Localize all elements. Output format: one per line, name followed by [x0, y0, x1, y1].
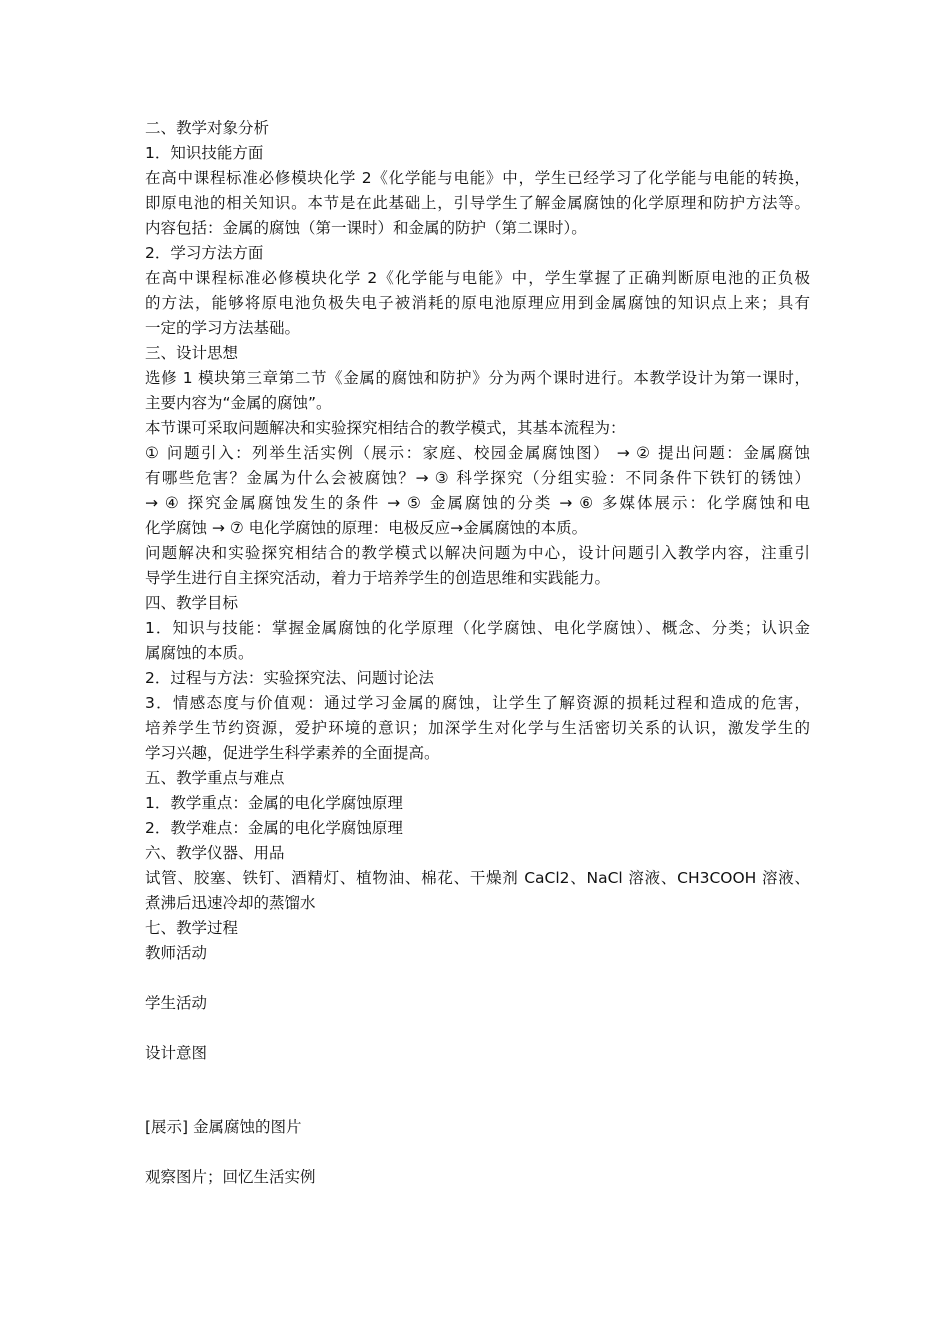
paragraph-line: 在高中课程标准必修模块化学 2《化学能与电能》中，学生掌握了正确判断原电池的正负极 — [145, 269, 810, 287]
heading-student-analysis: 二、教学对象分析 — [145, 119, 270, 137]
student-activity-cell: 观察图片；回忆生活实例 — [145, 1168, 316, 1186]
paragraph-line: 主要内容为“金属的腐蚀”。 — [145, 394, 332, 412]
paragraph-line: 导学生进行自主探究活动，着力于培养学生的创造思维和实践能力。 — [145, 569, 611, 587]
goal-line: 3．情感态度与价值观：通过学习金属的腐蚀，让学生了解资源的损耗过程和造成的危害， — [145, 694, 810, 712]
instruments-line: 试管、胶塞、铁钉、酒精灯、植物油、棉花、干燥剂 CaCl2、NaCl 溶液、CH3COOH 溶液、 — [145, 869, 810, 887]
paragraph-line: 的方法，能够将原电池负极失电子被消耗的原电池原理应用到金属腐蚀的知识点上来；具有 — [145, 294, 810, 312]
goal-line: 学习兴趣，促进学生科学素养的全面提高。 — [145, 744, 440, 762]
difficult-point-line: 2．教学难点：金属的电化学腐蚀原理 — [145, 819, 403, 837]
paragraph-line: 选修 1 模块第三章第二节《金属的腐蚀和防护》分为两个课时进行。本教学设计为第一课时， — [145, 369, 810, 387]
goal-line: 2．过程与方法：实验探究法、问题讨论法 — [145, 669, 434, 687]
teacher-activity-cell: [展示] 金属腐蚀的图片 — [145, 1118, 302, 1136]
process-flow-line: 有哪些危害？金属为什么会被腐蚀？→ ③ 科学探究（分组实验：不同条件下铁钉的锈蚀） — [145, 469, 810, 487]
process-flow-line: 化学腐蚀 → ⑦ 电化学腐蚀的原理：电极反应→金属腐蚀的本质。 — [145, 519, 588, 537]
goal-line: 1．知识与技能：掌握金属腐蚀的化学原理（化学腐蚀、电化学腐蚀）、概念、分类；认识金 — [145, 619, 810, 637]
paragraph-line: 问题解决和实验探究相结合的教学模式以解决问题为中心，设计问题引入教学内容，注重引 — [145, 544, 810, 562]
paragraph-line: 本节课可采取问题解决和实验探究相结合的教学模式，其基本流程为： — [145, 419, 626, 437]
subheading-learning-methods: 2．学习方法方面 — [145, 244, 264, 262]
goal-line: 培养学生节约资源，爱护环境的意识；加深学生对化学与生活密切关系的认识，激发学生的 — [145, 719, 810, 737]
paragraph-line: 一定的学习方法基础。 — [145, 319, 301, 337]
subheading-knowledge-skills: 1．知识技能方面 — [145, 144, 264, 162]
heading-teaching-process: 七、教学过程 — [145, 919, 239, 937]
heading-instruments: 六、教学仪器、用品 — [145, 844, 285, 862]
paragraph-line: 即原电池的相关知识。本节是在此基础上，引导学生了解金属腐蚀的化学原理和防护方法等。 — [145, 194, 810, 212]
table-header-design-intent: 设计意图 — [145, 1044, 208, 1062]
process-flow-line: ① 问题引入：列举生活实例（展示：家庭、校园金属腐蚀图） → ② 提出问题：金属腐蚀 — [145, 444, 810, 462]
paragraph-line: 内容包括：金属的腐蚀（第一课时）和金属的防护（第二课时）。 — [145, 219, 587, 237]
goal-line: 属腐蚀的本质。 — [145, 644, 254, 662]
key-point-line: 1．教学重点：金属的电化学腐蚀原理 — [145, 794, 403, 812]
paragraph-line: 在高中课程标准必修模块化学 2《化学能与电能》中，学生已经学习了化学能与电能的转换， — [145, 169, 810, 187]
table-header-student-activity: 学生活动 — [145, 994, 208, 1012]
heading-teaching-goals: 四、教学目标 — [145, 594, 239, 612]
process-flow-line: → ④ 探究金属腐蚀发生的条件 → ⑤ 金属腐蚀的分类 → ⑥ 多媒体展示：化学腐蚀和电 — [145, 494, 810, 512]
heading-key-points: 五、教学重点与难点 — [145, 769, 285, 787]
instruments-line: 煮沸后迅速冷却的蒸馏水 — [145, 894, 316, 912]
heading-design-idea: 三、设计思想 — [145, 344, 239, 362]
table-header-teacher-activity: 教师活动 — [145, 944, 208, 962]
